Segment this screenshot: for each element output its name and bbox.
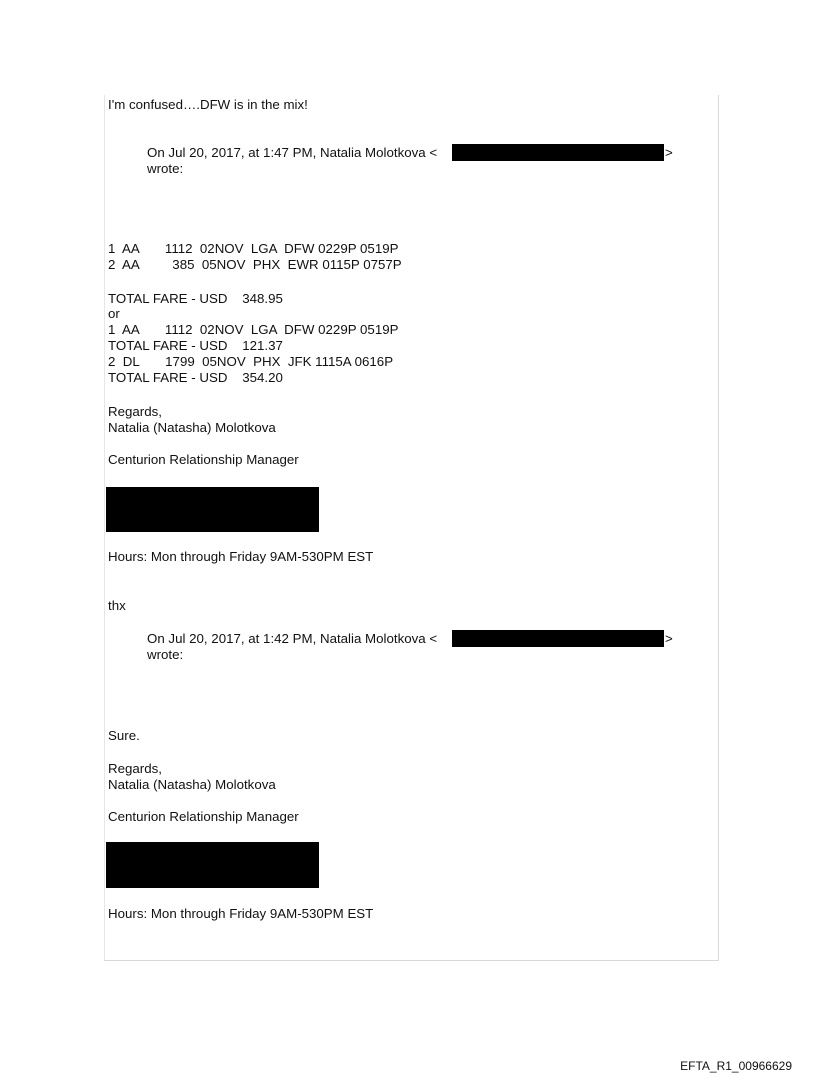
quote1-header-line	[147, 145, 437, 160]
fare-line-3: 1 AA 1112 02NOV LGA DFW 0229P 0519P	[108, 322, 399, 337]
redacted-email-2	[452, 630, 664, 647]
quote2-prefix: On Jul 20, 2017, at 1:42 PM, Natalia Molotkova <	[147, 631, 438, 646]
fare-line-5: 2 DL 1799 05NOV PHX JFK 1115A 0616P	[108, 354, 394, 369]
sig2-title: Centurion Relationship Manager	[108, 809, 299, 824]
quote2-wrote: wrote:	[147, 647, 184, 662]
quote2-suffix: >	[665, 631, 673, 646]
reply-text: thx	[108, 598, 126, 613]
quote2-header-line	[147, 631, 437, 646]
sig1-regards: Regards,	[108, 404, 162, 419]
redacted-contact-2	[106, 842, 319, 888]
sig2-regards: Regards,	[108, 761, 162, 776]
fare-line-2: or	[108, 306, 120, 321]
sig1-name: Natalia (Natasha) Molotkova	[108, 420, 276, 435]
redacted-email-1	[452, 144, 664, 161]
quote1-suffix: >	[665, 145, 673, 160]
itinerary-line-2: 2 AA 385 05NOV PHX EWR 0115P 0757P	[108, 257, 402, 272]
quote1-wrote: wrote:	[147, 161, 184, 176]
document-id: EFTA_R1_00966629	[680, 1059, 792, 1073]
fare-line-1: TOTAL FARE - USD 348.95	[108, 291, 283, 306]
redacted-contact-1	[106, 487, 319, 532]
sure-text: Sure.	[108, 728, 140, 743]
fare-line-6: TOTAL FARE - USD 354.20	[108, 370, 283, 385]
fare-line-4: TOTAL FARE - USD 121.37	[108, 338, 283, 353]
sig2-name: Natalia (Natasha) Molotkova	[108, 777, 276, 792]
quote1-prefix: On Jul 20, 2017, at 1:47 PM, Natalia Molotkova <	[147, 145, 438, 160]
sig1-title: Centurion Relationship Manager	[108, 452, 299, 467]
sig1-hours: Hours: Mon through Friday 9AM-530PM EST	[108, 549, 374, 564]
itinerary-line-1: 1 AA 1112 02NOV LGA DFW 0229P 0519P	[108, 241, 399, 256]
intro-text: I'm confused….DFW is in the mix!	[108, 97, 308, 112]
sig2-hours: Hours: Mon through Friday 9AM-530PM EST	[108, 906, 374, 921]
